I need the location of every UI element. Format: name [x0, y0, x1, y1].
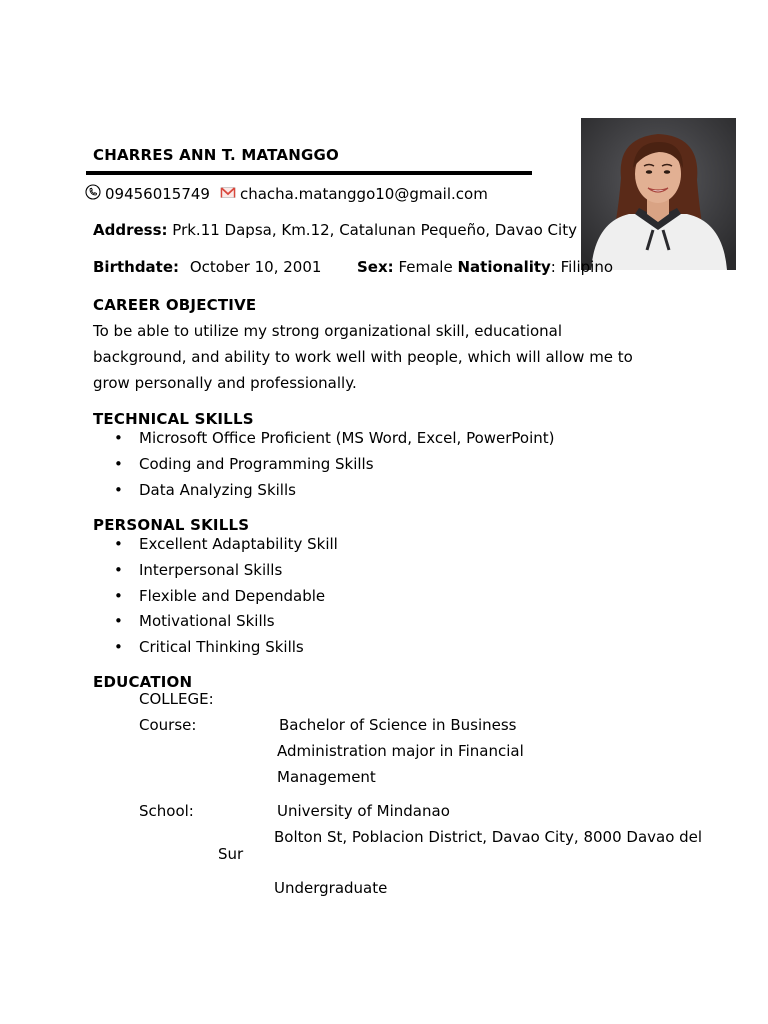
phone-icon — [85, 184, 101, 204]
technical-skills-heading: TECHNICAL SKILLS — [93, 410, 254, 428]
list-item: • Excellent Adaptability Skill — [114, 535, 338, 553]
email-address[interactable]: chacha.matanggo10@gmail.com — [239, 185, 488, 203]
school-name: University of Mindanao — [277, 802, 450, 820]
nationality-label: Nationality — [457, 258, 551, 276]
address-value: Prk.11 Dapsa, Km.12, Catalunan Pequeño, Davao City — [172, 221, 577, 239]
list-item: • Microsoft Office Proficient (MS Word, Excel, PowerPoint) — [114, 429, 555, 447]
email-group — [220, 185, 488, 203]
name-underline — [86, 171, 532, 175]
bullet-icon: • — [114, 612, 123, 631]
bullet-icon: • — [114, 454, 123, 473]
sex-nationality-row — [357, 258, 613, 276]
school-address-line: Sur — [218, 845, 244, 863]
course-line: Administration major in Financial — [277, 742, 524, 760]
technical-skills-list — [93, 428, 555, 505]
education-heading: EDUCATION — [93, 673, 193, 691]
address-label: Address: — [93, 221, 168, 239]
sex-value: Female — [398, 258, 453, 276]
phone-number[interactable]: 09456015749 — [105, 185, 210, 203]
nationality-value: : Filipino — [550, 258, 614, 276]
address-row — [93, 221, 577, 239]
bullet-icon: • — [114, 535, 123, 553]
career-objective-heading: CAREER OBJECTIVE — [93, 296, 257, 314]
course-line: Bachelor of Science in Business — [279, 716, 517, 734]
profile-photo — [581, 118, 736, 270]
birthdate-value: October 10, 2001 — [189, 258, 322, 276]
education-status: Undergraduate — [274, 879, 388, 897]
course-label: Course: — [139, 716, 197, 734]
list-item: • Interpersonal Skills — [114, 560, 283, 579]
contact-line — [85, 184, 488, 204]
birthdate-label: Birthdate: — [93, 258, 180, 276]
career-objective-text — [93, 319, 673, 396]
list-item: • Flexible and Dependable — [114, 586, 326, 605]
birthdate-row — [93, 258, 321, 276]
email-icon — [220, 185, 236, 203]
bullet-icon: • — [114, 429, 123, 447]
bullet-icon: • — [114, 480, 123, 499]
list-item: • Motivational Skills — [114, 612, 275, 631]
objective-line: To be able to utilize my strong organizational skill, educational — [93, 322, 563, 340]
list-item: • Data Analyzing Skills — [114, 480, 296, 499]
personal-skills-heading: PERSONAL SKILLS — [93, 516, 250, 534]
bullet-icon: • — [114, 560, 123, 579]
personal-skills-list — [93, 534, 338, 663]
list-item: • Coding and Programming Skills — [114, 454, 374, 473]
school-label: School: — [139, 802, 194, 820]
list-item: • Critical Thinking Skills — [114, 638, 304, 657]
applicant-name: CHARRES ANN T. MATANGGO — [93, 146, 339, 164]
bullet-icon: • — [114, 638, 123, 657]
course-line: Management — [277, 768, 376, 786]
sex-label: Sex: — [357, 258, 394, 276]
education-level: COLLEGE: — [139, 690, 214, 708]
school-address-line: Bolton St, Poblacion District, Davao City, 8000 Davao del — [274, 828, 703, 846]
objective-line: background, and ability to work well with people, which will allow me to — [93, 347, 633, 366]
bullet-icon: • — [114, 586, 123, 605]
objective-line: grow personally and professionally. — [93, 373, 357, 392]
